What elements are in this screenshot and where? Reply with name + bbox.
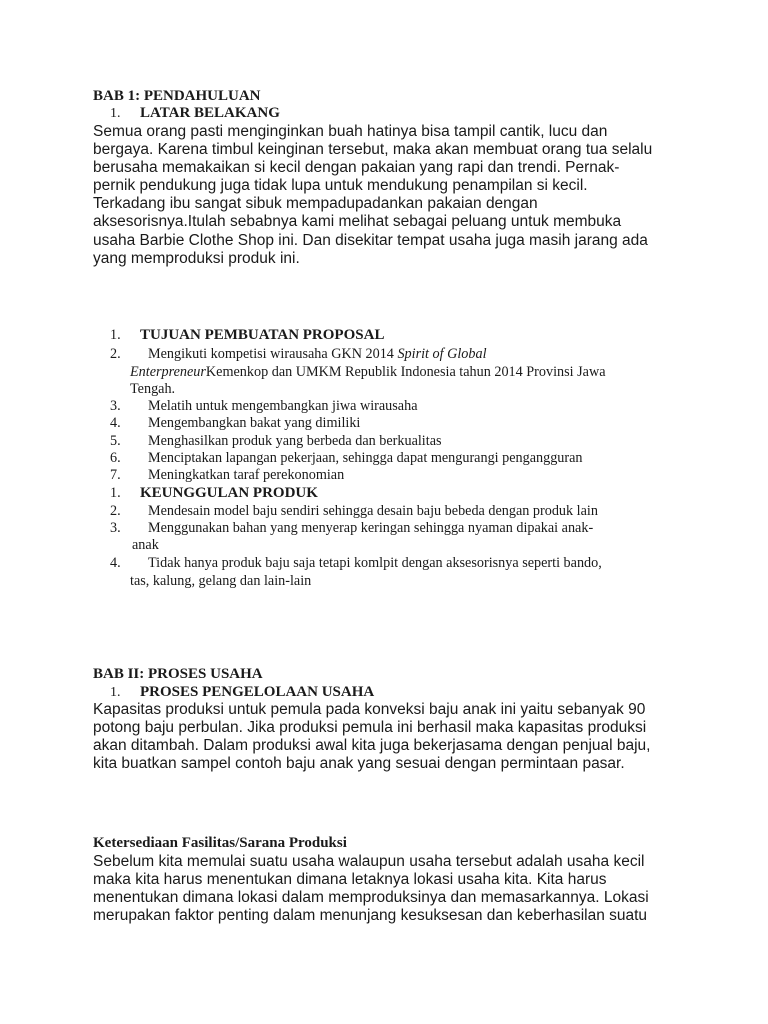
section-title-latar-belakang: LATAR BELAKANG — [140, 105, 280, 121]
section-title-keunggulan: KEUNGGULAN PRODUK — [140, 485, 318, 501]
list-text: Mengembangkan bakat yang dimiliki — [148, 415, 361, 431]
fasilitas-paragraph — [93, 853, 693, 925]
list-number: 3. — [110, 398, 121, 414]
paragraph-line: potong baju perbulan. Jika produksi pemula ini berhasil maka kapasitas produksi — [93, 719, 647, 737]
list-text: EnterpreneurKemenkop dan UMKM Republik Indonesia tahun 2014 Provinsi Jawa — [130, 364, 606, 380]
list-text: anak — [132, 537, 159, 553]
paragraph-line: Terkadang ibu sangat sibuk mempadupadankan pakaian dengan — [93, 195, 538, 213]
list-number: 2. — [110, 503, 121, 519]
list-text: Tengah. — [130, 381, 176, 397]
list-text: Mengikuti kompetisi wirausaha GKN 2014 Spirit of Global — [148, 346, 487, 362]
chapter-1-title: BAB 1: PENDAHULUAN — [93, 88, 261, 104]
paragraph-line: aksesorisnya.Itulah sebabnya kami melihat sebagai peluang untuk membuka — [93, 213, 622, 231]
list-number: 6. — [110, 450, 121, 466]
list-number: 1. — [110, 327, 121, 343]
list-number: 5. — [110, 433, 121, 449]
paragraph-line: yang memproduksi produk ini. — [93, 249, 300, 267]
list-text: Melatih untuk mengembangkan jiwa wirausaha — [148, 398, 418, 414]
list-number: 3. — [110, 520, 121, 536]
list-text: Menghasilkan produk yang berbeda dan berkualitas — [148, 433, 442, 449]
pengelolaan-paragraph — [93, 701, 693, 773]
paragraph-line: Sebelum kita memulai suatu usaha walaupun usaha tersebut adalah usaha kecil — [93, 853, 645, 870]
paragraph-line: kita buatkan sampel contoh baju anak yang sesuai dengan permintaan pasar. — [93, 755, 625, 773]
section-title-fasilitas: Ketersediaan Fasilitas/Sarana Produksi — [93, 835, 347, 851]
list-text: tas, kalung, gelang dan lain-lain — [130, 573, 312, 589]
list-text: Tidak hanya produk baju saja tetapi komlpit dengan aksesorisnya seperti bando, — [148, 555, 602, 571]
list-number: 4. — [110, 555, 121, 571]
list-number: 7. — [110, 467, 121, 483]
paragraph-line: berusaha memakaikan si kecil dengan pakaian yang rapi dan trendi. Pernak- — [93, 159, 620, 177]
paragraph-line: pernik pendukung juga tidak lupa untuk mendukung penampilan si kecil. — [93, 177, 588, 195]
list-number: 2. — [110, 346, 121, 362]
section-number: 1. — [110, 685, 121, 700]
list-text: Menciptakan lapangan pekerjaan, sehingga dapat mengurangi pengangguran — [148, 450, 583, 466]
list-number: 4. — [110, 415, 121, 431]
section-title-pengelolaan: PROSES PENGELOLAAN USAHA — [140, 684, 375, 700]
list-text: Meningkatkan taraf perekonomian — [148, 467, 345, 483]
paragraph-line: menentukan dimana lokasi dalam memproduksinya dan memasarkannya. Lokasi — [93, 889, 649, 907]
section-title-tujuan: TUJUAN PEMBUATAN PROPOSAL — [140, 327, 385, 343]
paragraph-line: maka kita harus menentukan dimana letaknya lokasi usaha kita. Kita harus — [93, 871, 607, 889]
list-number: 1. — [110, 485, 121, 501]
paragraph-line: Kapasitas produksi untuk pemula pada konveksi baju anak ini yaitu sebanyak 90 — [93, 701, 646, 718]
list-text: Menggunakan bahan yang menyerap keringan sehingga nyaman dipakai anak- — [148, 520, 594, 536]
chapter-2-title: BAB II: PROSES USAHA — [93, 666, 263, 682]
latar-belakang-paragraph — [93, 123, 693, 268]
paragraph-line: merupakan faktor penting dalam menunjang kesuksesan dan keberhasilan suatu — [93, 907, 648, 925]
section-number: 1. — [110, 106, 121, 121]
paragraph-line: bergaya. Karena timbul keinginan tersebut, maka akan membuat orang tua selalu — [93, 141, 653, 159]
paragraph-line: usaha Barbie Clothe Shop ini. Dan disekitar tempat usaha juga masih jarang ada — [93, 231, 648, 249]
paragraph-line: akan ditambah. Dalam produksi awal kita juga bekerjasama dengan penjual baju, — [93, 737, 651, 755]
list-text: Mendesain model baju sendiri sehingga desain baju bebeda dengan produk lain — [148, 503, 598, 519]
paragraph-line: Semua orang pasti menginginkan buah hatinya bisa tampil cantik, lucu dan — [93, 123, 608, 140]
